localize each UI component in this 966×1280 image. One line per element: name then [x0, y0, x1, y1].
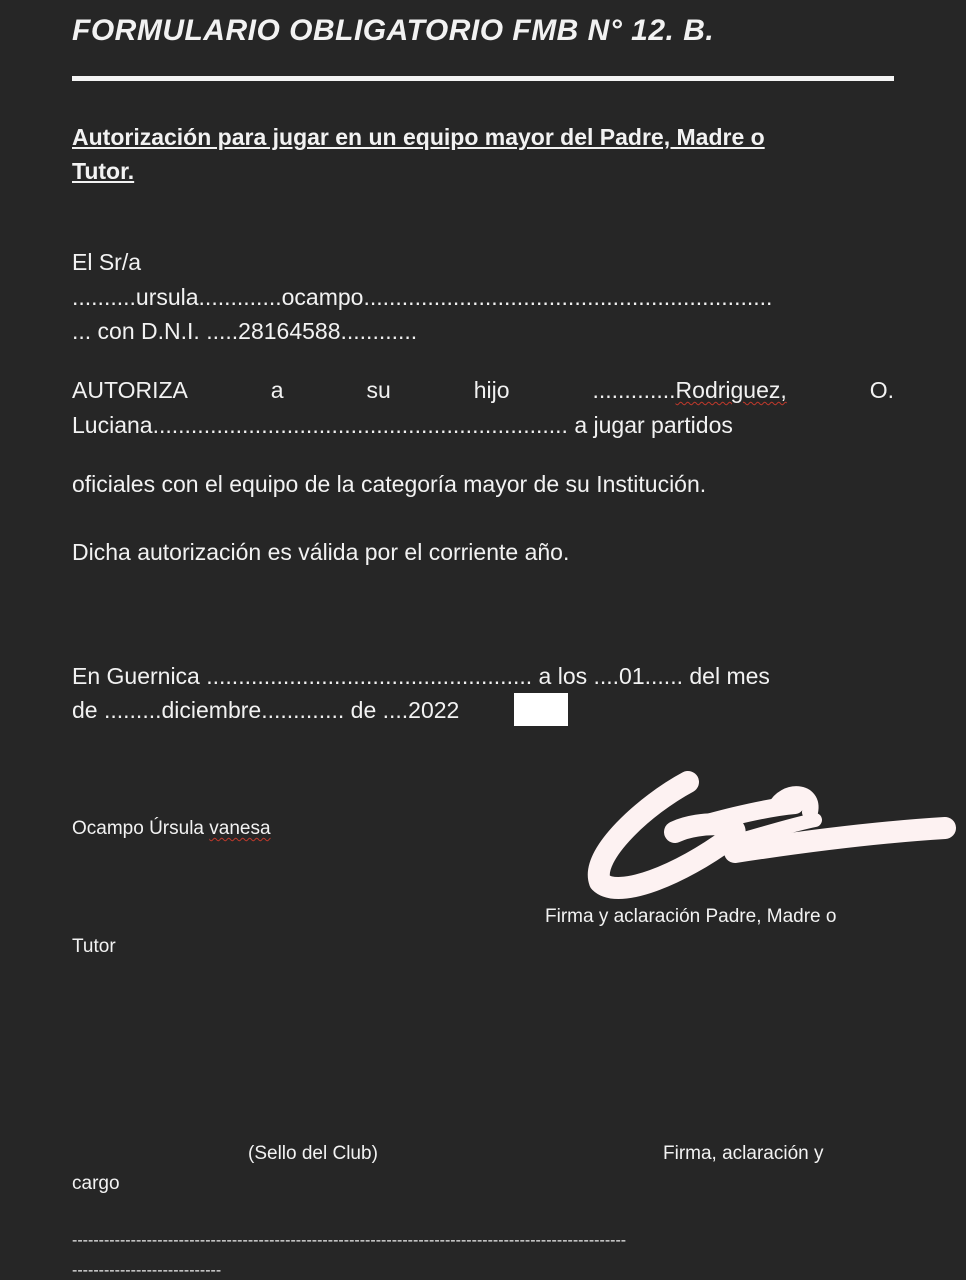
- parent-signature-label: Firma y aclaración Padre, Madre o: [545, 906, 837, 927]
- child-surname: .............Rodriguez,: [592, 377, 787, 403]
- form-title: FORMULARIO OBLIGATORIO FMB N° 12. B.: [72, 14, 715, 47]
- club-signature-label: Firma, aclaración y: [663, 1143, 824, 1164]
- dashed-separator-1: --------------------------------------------------------------------------------------------------------: [72, 1232, 627, 1249]
- officials-line: oficiales con el equipo de la categoría mayor de su Institución.: [72, 471, 707, 497]
- dni-line: ... con D.N.I. .....28164588............: [72, 318, 418, 344]
- autoriza-su: su: [366, 377, 391, 403]
- autoriza-a: a: [270, 377, 284, 403]
- validity-line: Dicha autorización es válida por el corriente año.: [72, 539, 570, 565]
- dashed-separator-2: ----------------------------: [72, 1262, 222, 1279]
- parent-signature-label-cont: Tutor: [72, 936, 116, 957]
- date-line: de .........diciembre............. de ....2022: [72, 697, 460, 723]
- subtitle-line-1: Autorización para jugar en un equipo mayor del Padre, Madre o: [72, 124, 765, 150]
- child-initial: O.: [869, 377, 894, 403]
- subtitle-line-2: Tutor.: [72, 158, 135, 184]
- place-line: En Guernica ................................................... a los ....01...... del mes: [72, 663, 770, 689]
- parent-name-line: ..........ursula.............ocampo................................................................: [72, 284, 773, 310]
- sr-label: El Sr/a: [72, 249, 142, 275]
- autoriza-line: [72, 377, 894, 404]
- club-seal-label: (Sello del Club): [248, 1143, 378, 1164]
- autoriza-hijo: hijo: [473, 377, 510, 403]
- signer-name: Ocampo Úrsula vanesa: [72, 818, 271, 839]
- handwritten-signature: [560, 760, 960, 910]
- autoriza-word: AUTORIZA: [72, 377, 188, 403]
- redaction-box: [514, 693, 568, 726]
- title-divider: [72, 76, 894, 81]
- child-name-line: Luciana................................................................. a jugar partidos: [72, 412, 733, 438]
- club-signature-label-cont: cargo: [72, 1173, 120, 1194]
